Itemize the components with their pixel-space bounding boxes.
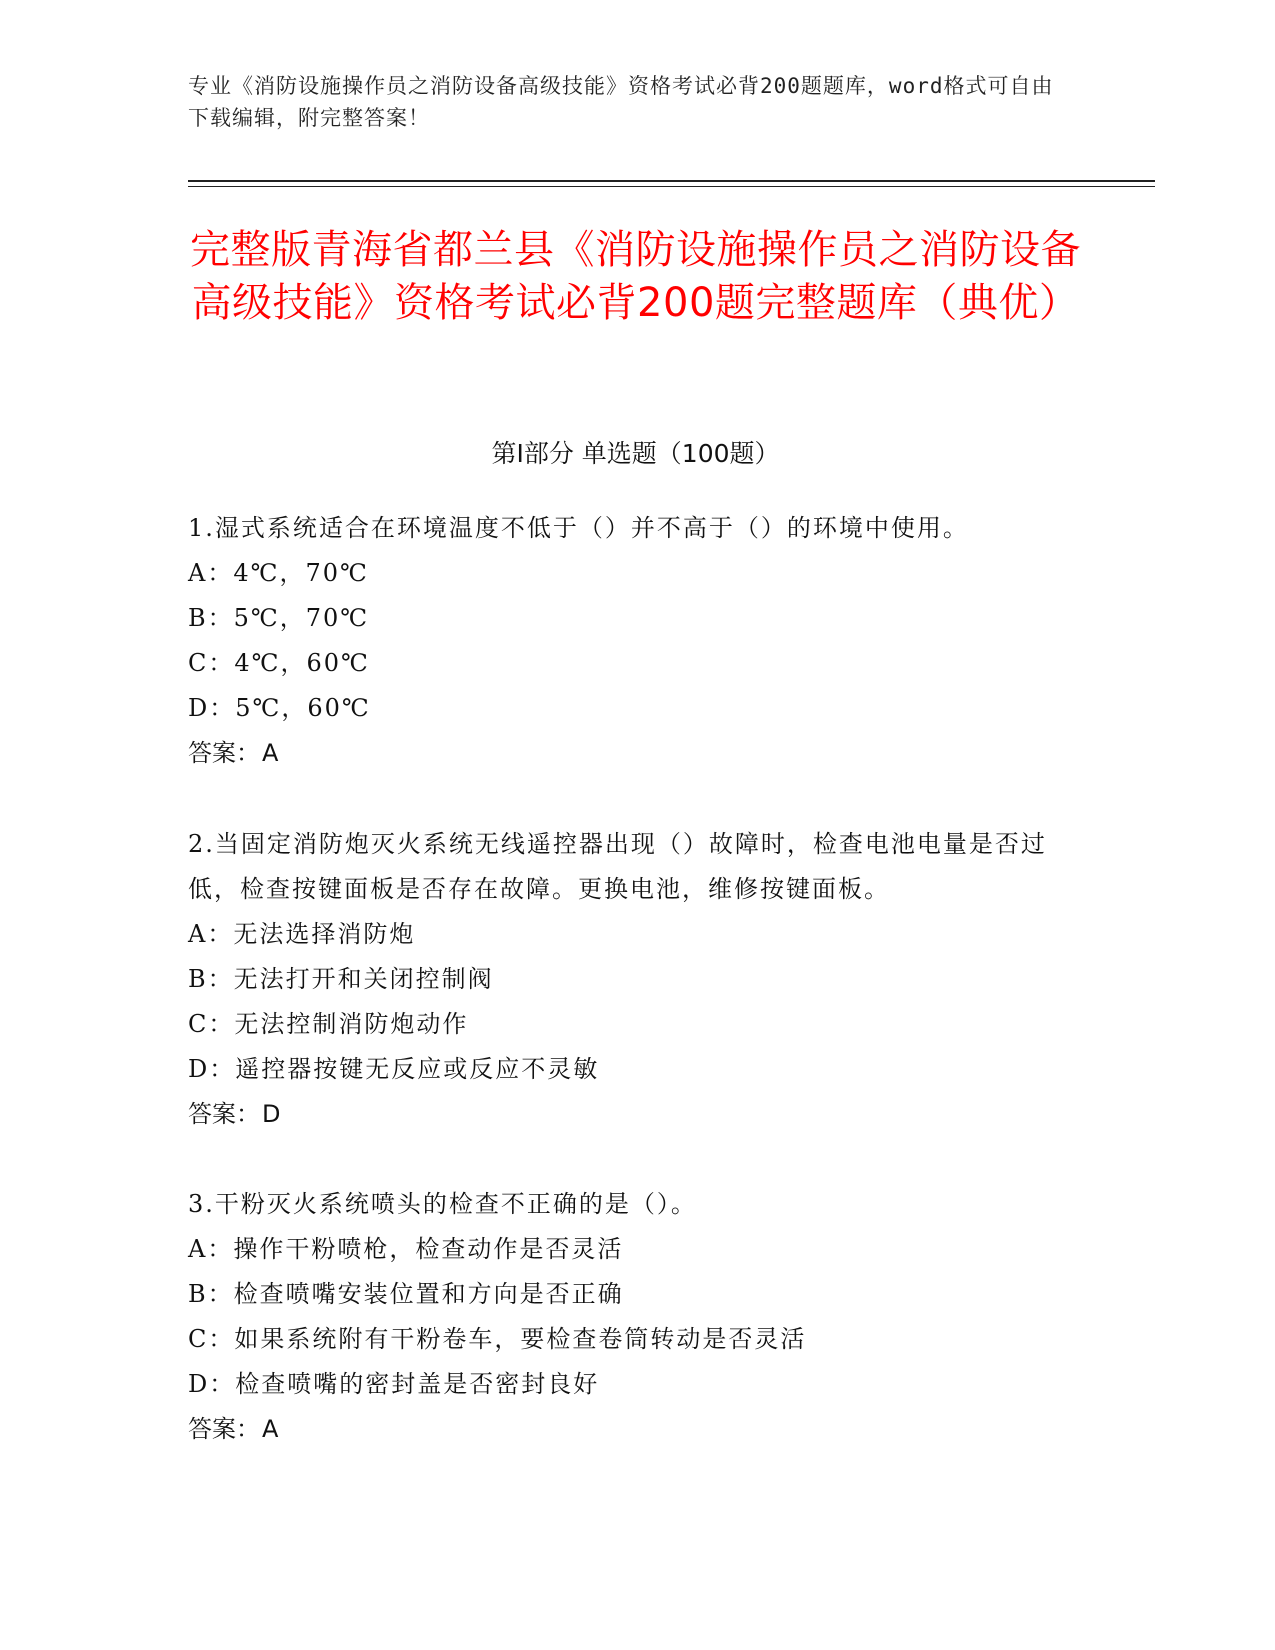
option-b: B：检查喷嘴安装位置和方向是否正确 [188,1280,624,1308]
answer-value: A [262,1415,279,1443]
document-title: 完整版青海省都兰县《消防设施操作员之消防设备高级技能》资格考试必背200题完整题库（典优） [190,227,1081,326]
header-note: 专业《消防设施操作员之消防设备高级技能》资格考试必背200题题库，word格式可自由下载编辑，附完整答案！ [188,74,1054,130]
header-divider-thin [188,186,1155,187]
option-d: D：5℃，60℃ [188,694,371,722]
question-stem: 1.湿式系统适合在环境温度不低于（）并不高于（）的环境中使用。 [188,514,969,542]
option-c: C：无法控制消防炮动作 [188,1010,469,1038]
option-b: B：无法打开和关闭控制阀 [188,965,494,993]
question-block [188,506,1078,776]
option-a: A：无法选择消防炮 [188,920,416,948]
header-divider-thick [188,180,1155,182]
option-c: C：4℃，60℃ [188,649,370,677]
answer-line [188,731,1078,776]
question-block [188,822,1078,1137]
option-a: A：4℃，70℃ [188,559,369,587]
option-c: C：如果系统附有干粉卷车，要检查卷筒转动是否灵活 [188,1325,807,1353]
answer-label: 答案： [188,739,260,767]
section-title: 第Ⅰ部分 单选题（100题） [491,439,780,468]
option-d: D：检查喷嘴的密封盖是否密封良好 [188,1370,600,1398]
question-stem: 3.干粉灭火系统喷头的检查不正确的是（）。 [188,1190,697,1218]
option-a: A：操作干粉喷枪，检查动作是否灵活 [188,1235,624,1263]
answer-label: 答案： [188,1415,260,1443]
answer-line [188,1092,1078,1137]
answer-line [188,1407,1078,1452]
option-b: B：5℃，70℃ [188,604,370,632]
option-d: D：遥控器按键无反应或反应不灵敏 [188,1055,600,1083]
answer-value: A [262,739,279,767]
question-stem: 2.当固定消防炮灭火系统无线遥控器出现（）故障时，检查电池电量是否过低，检查按键面板是否存在故障。更换电池，维修按键面板。 [188,830,1047,903]
question-block [188,1182,1078,1452]
answer-label: 答案： [188,1100,260,1128]
answer-value: D [262,1100,281,1128]
